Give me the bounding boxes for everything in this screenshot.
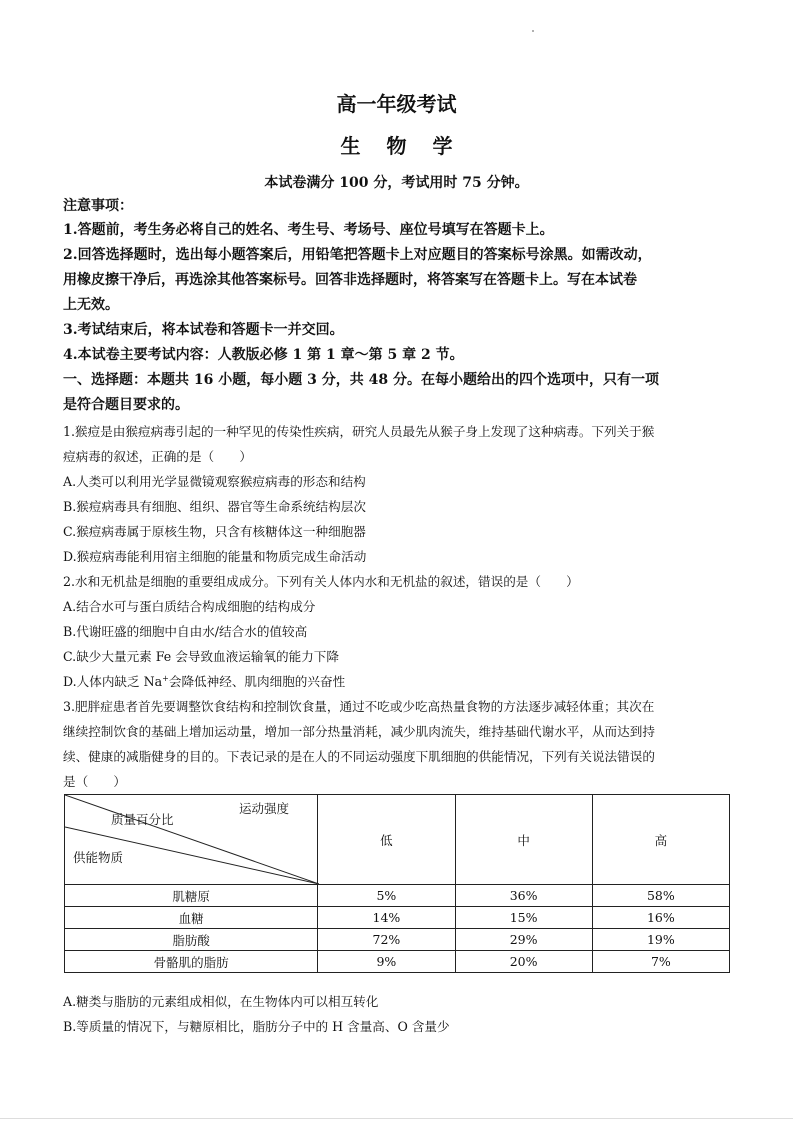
q1-option-a: A.人类可以利用光学显微镜观察猴痘病毒的形态和结构: [63, 474, 366, 489]
table-cell: 14%: [318, 907, 455, 929]
q2-option-a: A.结合水可与蛋白质结合构成细胞的结构成分: [63, 599, 316, 614]
q2-option-d-pre: D.人体内缺乏 Na: [63, 674, 163, 689]
note-item-4: 4.本试卷主要考试内容：人教版必修 1 第 1 章～第 5 章 2 节。: [63, 347, 464, 363]
q2-option-c: C.缺少大量元素 Fe 会导致血液运输氧的能力下降: [63, 649, 339, 664]
corner-label-substance: 供能物质: [73, 850, 124, 865]
q1-option-d: D.猴痘病毒能利用宿主细胞的能量和物质完成生命活动: [63, 549, 367, 564]
notes-heading: 注意事项：: [63, 198, 133, 214]
table-row: [65, 929, 730, 951]
corner-label-percentage: 质量百分比: [111, 812, 174, 827]
row-label: 肌糖原: [65, 885, 318, 907]
table-row: [65, 885, 730, 907]
q3-stem-line-3: 续、健康的减脂健身的目的。下表记录的是在人的不同运动强度下肌细胞的供能情况，下列有关说法错误的: [63, 749, 655, 764]
row-label: 骨骼肌的脂肪: [65, 951, 318, 973]
q1-stem-line-2: 痘病毒的叙述，正确的是（ ）: [63, 449, 252, 464]
table-cell: 19%: [592, 929, 729, 951]
column-header: 中: [455, 795, 592, 885]
subject-title: 生物学: [340, 134, 479, 158]
table-header-row: [65, 795, 730, 885]
note-item-2-line-3: 上无效。: [63, 297, 119, 313]
table-cell: 16%: [592, 907, 729, 929]
table-corner-cell: [65, 795, 318, 885]
q1-stem-line-1: 1.猴痘是由猴痘病毒引起的一种罕见的传染性疾病，研究人员最先从猴子身上发现了这种病毒。下列关于猴: [63, 424, 655, 439]
column-header: 低: [318, 795, 455, 885]
section-1-heading-line-2: 是符合题目要求的。: [63, 397, 189, 413]
table-cell: 29%: [455, 929, 592, 951]
note-item-3: 3.考试结束后，将本试卷和答题卡一并交回。: [63, 322, 344, 338]
q2-stem: 2.水和无机盐是细胞的重要组成成分。下列有关人体内水和无机盐的叙述，错误的是（ ）: [63, 574, 579, 589]
table-row: [65, 951, 730, 973]
q2-option-d: [63, 673, 733, 691]
q3-option-b: B.等质量的情况下，与糖原相比，脂肪分子中的 H 含量高、O 含量少: [63, 1019, 450, 1034]
q2-option-d-post: 会降低神经、肌肉细胞的兴奋性: [168, 674, 346, 689]
table-cell: 9%: [318, 951, 455, 973]
q2-option-b: B.代谢旺盛的细胞中自由水/结合水的值较高: [63, 624, 308, 639]
q3-stem-line-2: 继续控制饮食的基础上增加运动量，增加一部分热量消耗，减少肌肉流失，维持基础代谢水平，从而达到持: [63, 724, 655, 739]
note-item-2-line-2: 用橡皮擦干净后，再选涂其他答案标号。回答非选择题时，将答案写在答题卡上。写在本试卷: [63, 272, 637, 288]
table-cell: 7%: [592, 951, 729, 973]
row-label: 血糖: [65, 907, 318, 929]
column-header: 高: [592, 795, 729, 885]
exam-title: 高一年级考试: [336, 92, 457, 116]
scan-dot: [532, 30, 534, 32]
table-cell: 5%: [318, 885, 455, 907]
row-label: 脂肪酸: [65, 929, 318, 951]
q1-option-b: B.猴痘病毒具有细胞、组织、器官等生命系统结构层次: [63, 499, 366, 514]
note-item-1: 1.答题前，考生务必将自己的姓名、考生号、考场号、座位号填写在答题卡上。: [63, 222, 554, 238]
q3-stem-line-4: 是（ ）: [63, 774, 126, 789]
q3-stem-line-1: 3.肥胖症患者首先要调整饮食结构和控制饮食量，通过不吃或少吃高热量食物的方法逐步减轻体重；其次在: [63, 699, 655, 714]
note-item-2-line-1: 2.回答选择题时，选出每小题答案后，用铅笔把答题卡上对应题目的答案标号涂黑。如需改动，: [63, 247, 652, 263]
table-cell: 15%: [455, 907, 592, 929]
page-bottom-border: [0, 1118, 793, 1119]
table-cell: 20%: [455, 951, 592, 973]
q1-option-c: C.猴痘病毒属于原核生物，只含有核糖体这一种细胞器: [63, 524, 366, 539]
table-cell: 36%: [455, 885, 592, 907]
corner-label-intensity: 运动强度: [239, 801, 290, 816]
q3-option-a: A.糖类与脂肪的元素组成相似，在生物体内可以相互转化: [63, 994, 379, 1009]
sodium-charge: +: [162, 673, 169, 683]
energy-supply-table: [64, 794, 730, 973]
exam-info: 本试卷满分 100 分，考试用时 75 分钟。: [264, 175, 529, 191]
table-cell: 58%: [592, 885, 729, 907]
section-1-heading-line-1: 一、选择题：本题共 16 小题，每小题 3 分，共 48 分。在每小题给出的四个选项中，只有一项: [63, 372, 659, 388]
table-row: [65, 907, 730, 929]
table-cell: 72%: [318, 929, 455, 951]
